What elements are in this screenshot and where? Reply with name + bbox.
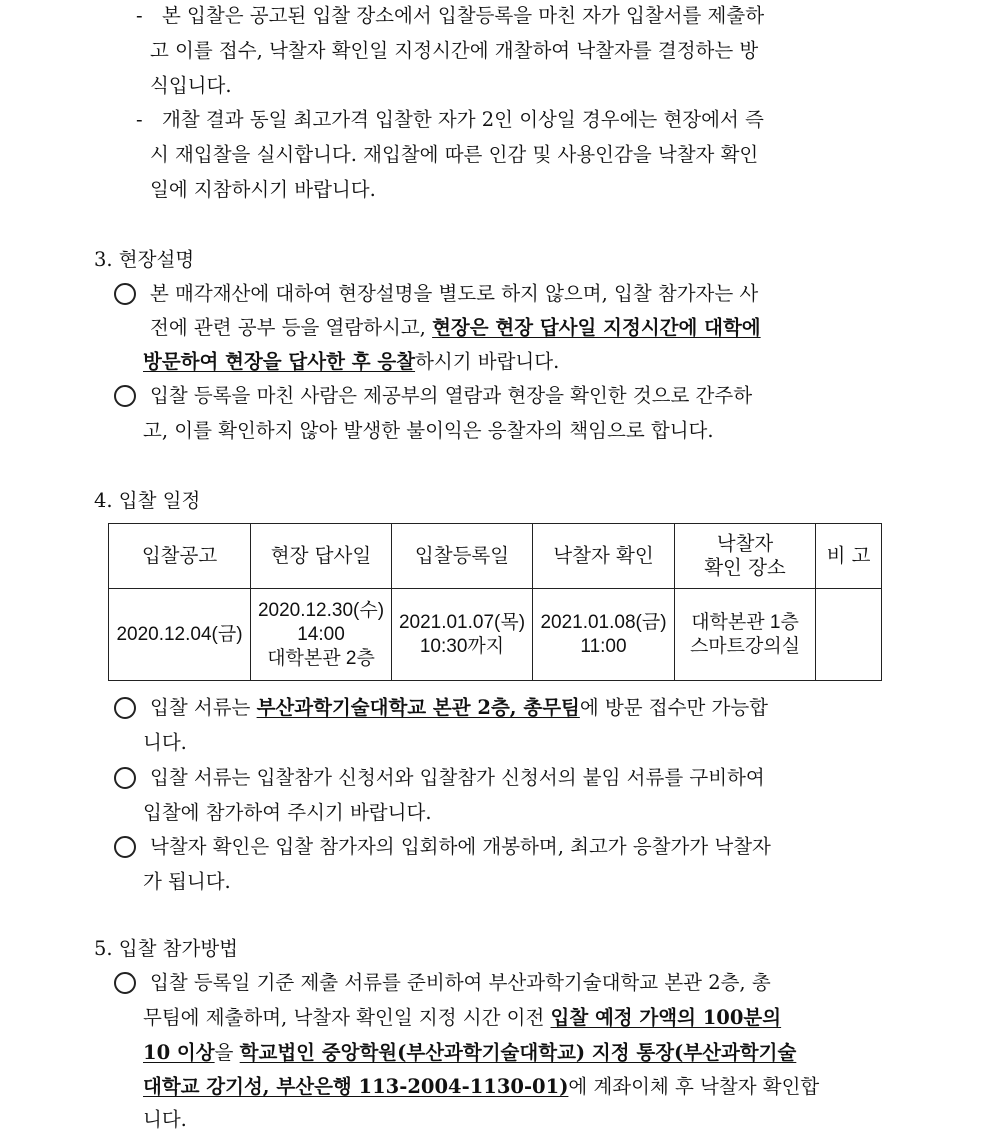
text-run: 하시기 바랍니다.: [415, 350, 560, 373]
text-line: 낙찰자 확인은 입찰 참가자의 입회하에 개봉하며, 최고가 응찰가가 낙찰자: [150, 835, 771, 858]
text-line: [143, 350, 559, 374]
table-header-cell: 낙찰자 확인: [533, 524, 675, 589]
text-run: 전에 관련 공부 등을 열람하시고,: [150, 316, 433, 339]
table-row: [109, 589, 882, 681]
text-line: [150, 696, 768, 720]
text-run: 입찰 서류는: [150, 696, 257, 719]
table-header-cell: 입찰등록일: [392, 524, 533, 589]
table-header-cell: 입찰공고: [109, 524, 251, 589]
text-line: 니다.: [143, 1108, 187, 1131]
text-line: 개찰 결과 동일 최고가격 입찰한 자가 2인 이상일 경우에는 현장에서 즉: [162, 108, 764, 131]
table-cell: 대학본관 1층 스마트강의실: [675, 589, 816, 681]
table-header-cell: 낙찰자 확인 장소: [675, 524, 816, 589]
circle-bullet-icon: [114, 385, 136, 407]
emphasis-text: 10 이상: [143, 1041, 215, 1064]
section-heading: 4. 입찰 일정: [94, 489, 201, 512]
table-header-cell: 비 고: [816, 524, 882, 589]
table-cell: 2020.12.30(수) 14:00 대학본관 2층: [251, 589, 392, 681]
emphasis-text: 대학교 강기성, 부산은행 113-2004-1130-01): [143, 1075, 569, 1098]
emphasis-text: 학교법인 중앙학원(부산과학기술대학교) 지정 통장(부산과학기술: [239, 1041, 797, 1064]
text-run: 을: [214, 1041, 240, 1064]
bid-schedule-table: [108, 523, 882, 681]
section-heading: 5. 입찰 참가방법: [94, 937, 239, 960]
text-line: 입찰에 참가하여 주시기 바랍니다.: [143, 801, 432, 824]
bullet-dash: -: [136, 108, 143, 131]
text-line: [143, 1075, 819, 1099]
circle-bullet-icon: [114, 767, 136, 789]
text-line: 입찰 서류는 입찰참가 신청서와 입찰참가 신청서의 붙임 서류를 구비하여: [150, 766, 765, 789]
section-heading: 3. 현장설명: [94, 248, 195, 271]
emphasis-text: 부산과학기술대학교 본관 2층, 총무팀: [256, 696, 580, 719]
table-cell: [816, 589, 882, 681]
table-header-row: [109, 524, 882, 589]
text-line: 입찰 등록일 기준 제출 서류를 준비하여 부산과학기술대학교 본관 2층, 총: [150, 971, 771, 994]
text-line: 일에 지참하시기 바랍니다.: [150, 178, 376, 201]
table-cell: 2021.01.07(목) 10:30까지: [392, 589, 533, 681]
text-line: 식입니다.: [150, 74, 232, 97]
text-run: 무팀에 제출하며, 낙찰자 확인일 지정 시간 이전: [143, 1006, 551, 1029]
text-line: 니다.: [143, 731, 187, 754]
table-header-cell: 현장 답사일: [251, 524, 392, 589]
text-line: 본 매각재산에 대하여 현장설명을 별도로 하지 않으며, 입찰 참가자는 사: [150, 282, 759, 305]
text-run: 에 방문 접수만 가능합: [579, 696, 769, 719]
text-line: 고, 이를 확인하지 않아 발생한 불이익은 응찰자의 책임으로 합니다.: [143, 419, 714, 442]
table-cell: 2021.01.08(금) 11:00: [533, 589, 675, 681]
text-run: 에 계좌이체 후 낙찰자 확인합: [568, 1075, 820, 1098]
circle-bullet-icon: [114, 283, 136, 305]
emphasis-text: 입찰 예정 가액의 100분의: [550, 1006, 782, 1029]
text-line: [143, 1006, 781, 1030]
text-line: 본 입찰은 공고된 입찰 장소에서 입찰등록을 마친 자가 입찰서를 제출하: [162, 4, 765, 27]
text-line: 입찰 등록을 마친 사람은 제공부의 열람과 현장을 확인한 것으로 간주하: [150, 384, 753, 407]
circle-bullet-icon: [114, 697, 136, 719]
emphasis-text: 방문하여 현장을 답사한 후 응찰: [143, 350, 416, 373]
circle-bullet-icon: [114, 836, 136, 858]
text-line: 고 이를 접수, 낙찰자 확인일 지정시간에 개찰하여 낙찰자를 결정하는 방: [150, 39, 759, 62]
text-line: [150, 316, 761, 340]
circle-bullet-icon: [114, 972, 136, 994]
text-line: [143, 1041, 796, 1065]
emphasis-text: 현장은 현장 답사일 지정시간에 대학에: [432, 316, 761, 339]
table-cell: 2020.12.04(금): [109, 589, 251, 681]
text-line: 시 재입찰을 실시합니다. 재입찰에 따른 인감 및 사용인감을 낙찰자 확인: [150, 143, 759, 166]
bullet-dash: -: [136, 4, 143, 27]
text-line: 가 됩니다.: [143, 870, 231, 893]
